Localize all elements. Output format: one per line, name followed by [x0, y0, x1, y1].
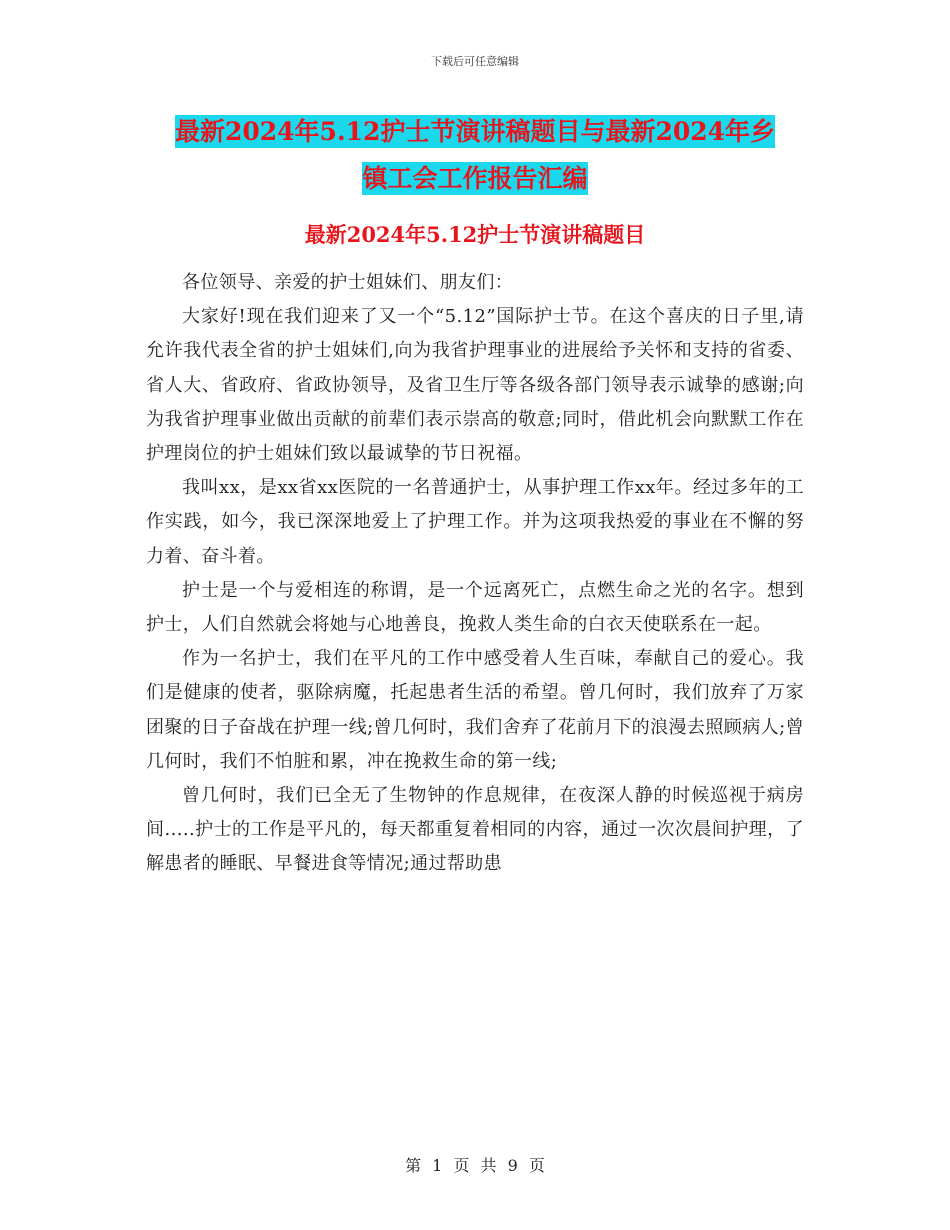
paragraph: 护士是一个与爱相连的称谓，是一个远离死亡，点燃生命之光的名字。想到护士，人们自然就会将她与心地善良，挽救人类生命的白衣天使联系在一起。 [146, 579, 804, 636]
document-title [150, 108, 800, 202]
document-title-line-2: 镇工会工作报告汇编 [362, 164, 588, 193]
section-title: 最新2024年5.12护士节演讲稿题目 [304, 222, 646, 247]
header-note: 下载后可任意编辑 [431, 55, 519, 68]
paragraph: 我叫xx，是xx省xx医院的一名普通护士，从事护理工作xx年。经过多年的工作实践，如今，我已深深地爱上了护理工作。并为这项我热爱的事业在不懈的努力着、奋斗着。 [146, 477, 804, 567]
paragraph: 曾几何时，我们已全无了生物钟的作息规律，在夜深人静的时候巡视于病房间.....护士的工作是平凡的，每天都重复着相同的内容，通过一次次晨间护理，了解患者的睡眠、早餐进食等情况;通过帮助患 [146, 785, 804, 875]
document-body [146, 266, 804, 882]
document-title-line-1: 最新2024年5.12护士节演讲稿题目与最新2024年乡 [174, 117, 776, 146]
paragraph: 各位领导、亲爱的护士姐妹们、朋友们： [182, 272, 514, 293]
page-footer: 第 1 页 共 9 页 [405, 1156, 545, 1175]
paragraph: 作为一名护士，我们在平凡的工作中感受着人生百味，奉献自己的爱心。我们是健康的使者，驱除病魔，托起患者生活的希望。曾几何时，我们放弃了万家团聚的日子奋战在护理一线;曾几何时，我们舍弃了花前月下的浪漫去照顾病人;曾几何时，我们不怕脏和累，冲在挽救生命的第一线; [146, 648, 804, 772]
paragraph: 大家好!现在我们迎来了又一个“5.12”国际护士节。在这个喜庆的日子里,请允许我代表全省的护士姐妹们,向为我省护理事业的进展给予关怀和支持的省委、省人大、省政府、省政协领导，及省卫生厅等各级各部门领导表示诚挚的感谢;向为我省护理事业做出贡献的前辈们表示崇高的敬意;同时，借此机会向默默工作在护理岗位的护士姐妹们致以最诚挚的节日祝福。 [146, 306, 804, 465]
